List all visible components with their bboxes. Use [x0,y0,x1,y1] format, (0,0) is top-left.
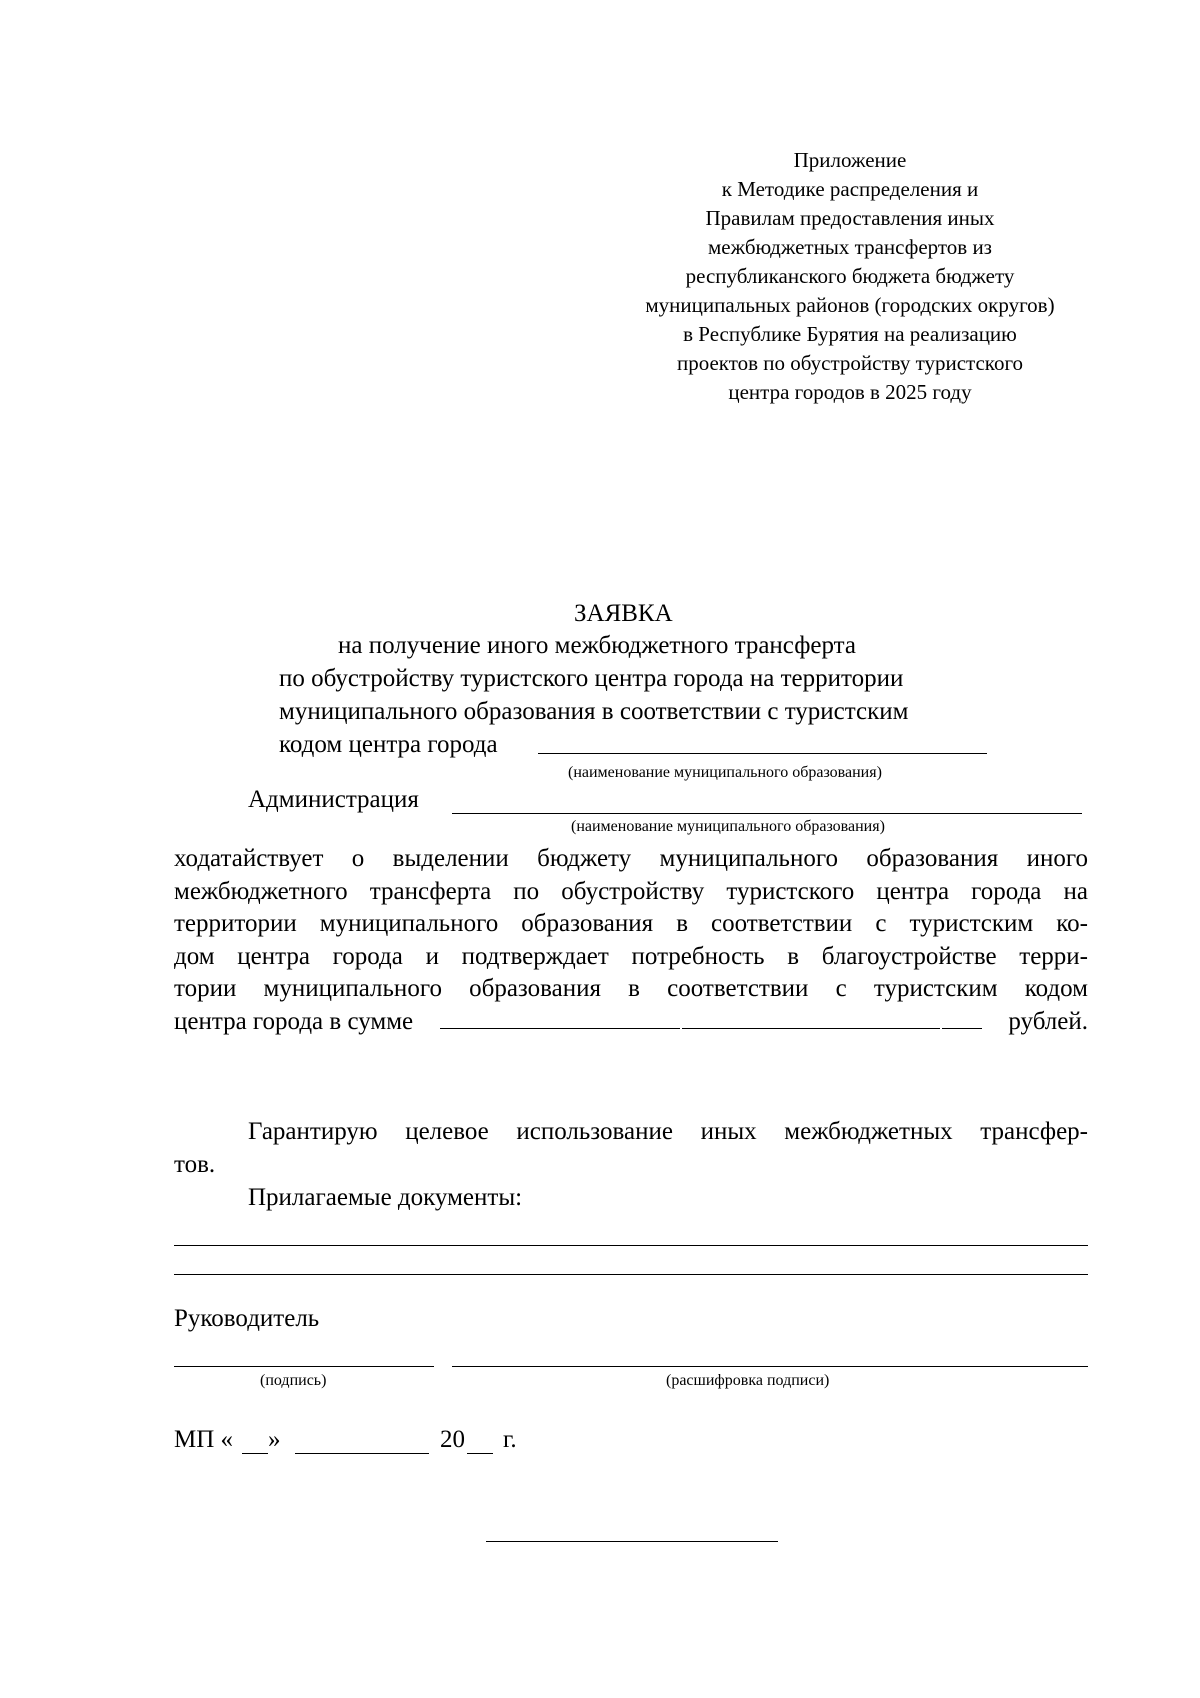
year-field[interactable] [467,1453,493,1454]
day-field[interactable] [242,1453,268,1454]
administration-label: Администрация [248,786,419,813]
appendix-line: центра городов в 2025 году [728,380,972,404]
head-label: Руководитель [174,1305,320,1332]
attachments-field-2[interactable] [174,1274,1088,1275]
appendix-line: к Методике распределения и [721,177,979,201]
paragraph-line: тории муниципального образования в соответствии с туристским кодом [174,975,1088,1002]
attachments-label: Прилагаемые документы: [248,1184,523,1211]
paragraph-line: дом центра города и подтверждает потребность в благоустройстве терри- [174,942,1088,970]
amount-field-extension[interactable] [682,1006,940,1029]
paragraph-line: ходатайствует о выделении бюджету муниципального образования иного [174,845,1088,872]
request-paragraph [174,843,1088,1038]
amount-field-group [440,1006,982,1029]
municipality-name-field[interactable] [538,753,875,754]
month-field[interactable] [295,1453,429,1454]
paragraph-line: территории муниципального образования в соответствии с туристским ко- [174,910,1088,937]
guarantee-line: Гарантирую целевое использование иных межбюджетных трансфер- [248,1118,1088,1145]
year-suffix: г. [503,1426,517,1453]
document-title: ЗАЯВКА [574,600,673,627]
year-prefix: 20 [440,1426,465,1453]
appendix-header [600,146,1100,407]
guarantee-paragraph [174,1116,1088,1181]
field-caption: (наименование муниципального образования) [571,818,885,835]
title-line: кодом центра города [279,731,498,758]
signature-caption: (подпись) [260,1372,327,1389]
appendix-line: межбюджетных трансфертов из [708,235,992,259]
field-caption: (наименование муниципального образования) [568,764,882,781]
appendix-line: в Республике Бурятия на реализацию [683,322,1017,346]
administration-name-field[interactable] [452,813,1082,814]
appendix-line: Правилам предоставления иных [705,206,995,230]
quote-close: » [268,1426,281,1453]
stamp-label: МП « [174,1426,234,1453]
signature-field[interactable] [174,1366,434,1367]
amount-field-tail[interactable] [942,1006,982,1029]
amount-suffix: рублей. [1008,1007,1088,1035]
title-line: по обустройству туристского центра города на территории [279,665,904,692]
appendix-line: Приложение [793,148,907,172]
paragraph-last-line [174,1006,1088,1039]
signature-decode-field[interactable] [452,1366,1088,1367]
municipality-name-field-extension[interactable] [875,753,987,754]
appendix-line: проектов по обустройству туристского [676,351,1024,375]
appendix-line: республиканского бюджета бюджету [685,264,1015,288]
appendix-line: муниципальных районов (городских округов) [645,293,1055,317]
title-line: муниципального образования в соответствии с туристским [279,698,909,725]
attachments-field-1[interactable] [174,1245,1088,1246]
paragraph-line: межбюджетного трансферта по обустройству туристского центра города на [174,877,1088,905]
amount-field[interactable] [440,1006,680,1029]
title-line: на получение иного межбюджетного трансферта [338,632,856,659]
bottom-separator [486,1541,778,1542]
signature-decode-caption: (расшифровка подписи) [666,1372,830,1389]
guarantee-line: тов. [174,1150,216,1178]
amount-prefix: центра города в сумме [174,1007,414,1035]
